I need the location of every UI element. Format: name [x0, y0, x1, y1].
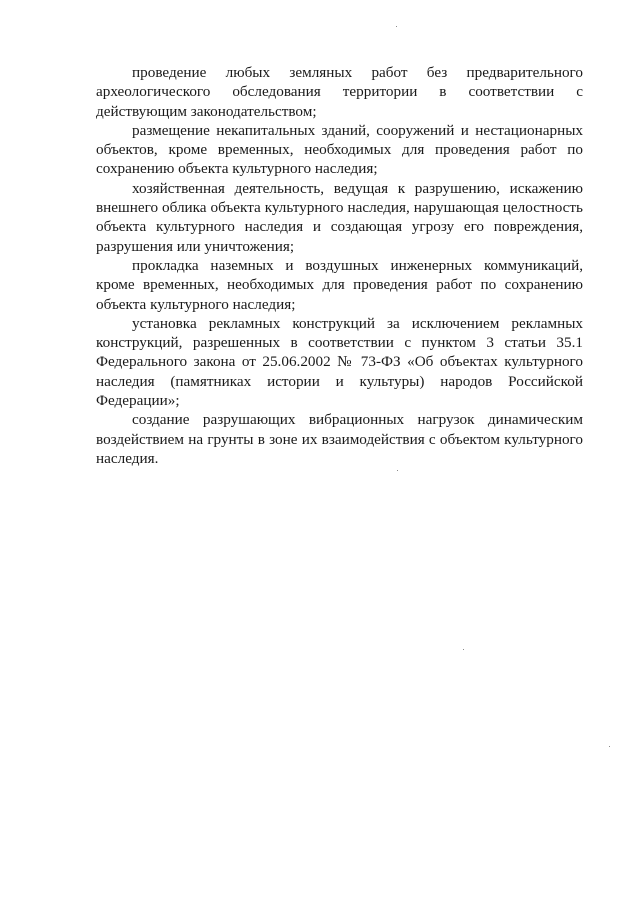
- paragraph-earthworks: проведение любых земляных работ без предварительного археологического обследования территории в соответствии с действующим законодательством;: [96, 64, 583, 120]
- scan-speck: [609, 746, 610, 747]
- paragraph-utility-lines: прокладка наземных и воздушных инженерных коммуникаций, кроме временных, необходимых для проведения работ по сохранению объекта культурного наследия;: [96, 256, 583, 313]
- scan-speck: [463, 649, 464, 650]
- paragraph-temporary-structures: размещение некапитальных зданий, сооружений и нестационарных объектов, кроме временных, необходимых для проведения работ по сохранению объекта культурного наследия;: [96, 121, 583, 178]
- scan-speck: [397, 470, 398, 471]
- document-body: [96, 63, 583, 468]
- paragraph-economic-activity: хозяйственная деятельность, ведущая к разрушению, искажению внешнего облика объекта культурного наследия, нарушающая целостность объекта культурного наследия и создающая угрозу его повреждения, разрушения или уничтожения;: [96, 179, 583, 255]
- paragraph-vibration-loads: создание разрушающих вибрационных нагрузок динамическим воздействием на грунты в зоне их взаимодействия с объектом культурного наследия.: [96, 411, 583, 467]
- paragraph-advertising-structures: установка рекламных конструкций за исключением рекламных конструкций, разрешенных в соответствии с пунктом 3 статьи 35.1 Федерального закона от 25.06.2002 № 73-ФЗ «Об объектах культурного наследия (памятниках истории и культуры) народов Российской Федерации»;: [96, 314, 583, 410]
- scan-speck: [396, 26, 397, 27]
